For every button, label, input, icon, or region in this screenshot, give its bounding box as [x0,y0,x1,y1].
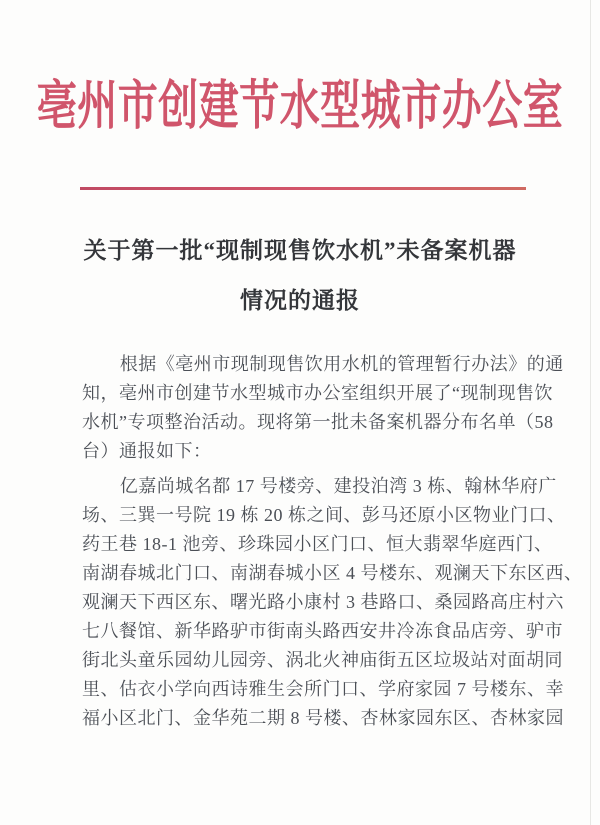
paragraph-intro [82,350,564,466]
document-title-line1: 关于第一批“现制现售饮水机”未备案机器 [83,238,517,263]
body-line: 台）通报如下： [82,441,212,461]
document-title-line2: 情况的通报 [240,288,360,313]
body-line: 水机”专项整治活动。现将第一批未备案机器分布名单（58 [82,412,554,432]
document-title [0,226,600,326]
body-line: 南湖春城北门口、南湖春城小区 4 号楼东、观澜天下东区西、 [82,563,583,583]
scan-page-edge [590,0,591,825]
document-body [82,350,583,733]
letterhead-divider-line [80,187,526,190]
body-line: 药王巷 18-1 池旁、珍珠园小区门口、恒大翡翠华庭西门、 [82,534,553,554]
body-line: 根据《亳州市现制现售饮用水机的管理暂行办法》的通 [119,354,564,374]
body-line: 知，亳州市创建节水型城市办公室组织开展了“现制现售饮 [82,383,553,403]
body-line: 观澜天下西区东、曙光路小康村 3 巷路口、桑园路高庄村六 [82,592,564,612]
body-line: 街北头童乐园幼儿园旁、涡北火神庙街五区垃圾站对面胡同 [82,650,563,670]
letterhead-office-name: 亳州市创建节水型城市办公室 [36,75,564,136]
paragraph-locations [82,472,583,733]
body-line: 里、估衣小学向西诗雅生会所门口、学府家园 7 号楼东、幸 [82,679,564,699]
body-line: 场、三巽一号院 19 栋 20 栋之间、彭马还原小区物业门口、 [82,505,566,525]
body-line: 七八餐馆、新华路驴市街南头路西安井冷冻食品店旁、驴市 [82,621,563,641]
body-line: 福小区北门、金华苑二期 8 号楼、杏林家园东区、杏林家园 [82,708,564,728]
body-line: 亿嘉尚城名都 17 号楼旁、建投泊湾 3 栋、翰林华府广 [119,476,557,496]
